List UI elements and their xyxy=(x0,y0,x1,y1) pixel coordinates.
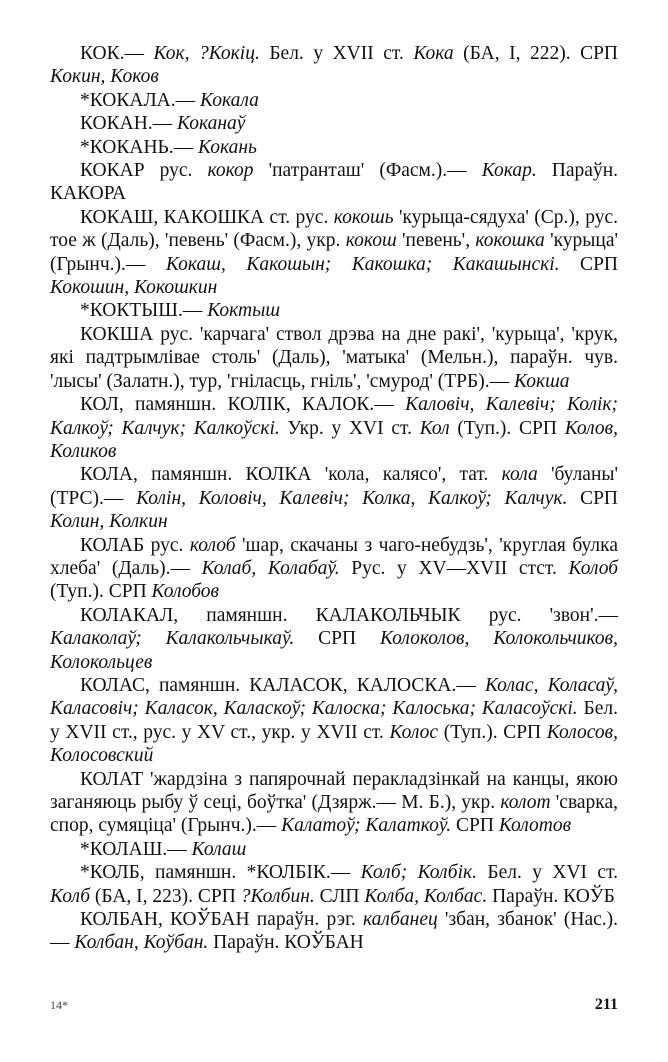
dictionary-entry xyxy=(50,323,618,393)
entry-text: КОЛБАН, КОЎБАН параўн. рэг. xyxy=(80,909,363,931)
entry-text: *КОЛБ, памяншн. *КОЛБІК.— xyxy=(80,862,361,884)
entry-italic-text: калбанец xyxy=(362,909,438,931)
entry-text: (БА, I, 223). СРП xyxy=(90,885,241,907)
entry-text: КОЛАКАЛ, памяншн. КАЛАКОЛЬЧЫК рус. 'звон'.— xyxy=(80,604,618,626)
entry-text: (БА, I, 222). СРП xyxy=(453,43,619,64)
entry-text: Рус. у XV—XVII стст. xyxy=(339,557,569,579)
dictionary-entry xyxy=(50,136,618,159)
entry-italic-text: Колосов, Колосовский xyxy=(50,721,619,767)
entry-italic-text: Колобов xyxy=(151,581,220,603)
dictionary-entry xyxy=(50,768,618,838)
entry-text: СЛП xyxy=(314,885,365,907)
entry-text: КОЛА, памяншн. КОЛКА 'кола, калясо', тат. xyxy=(80,464,502,486)
entry-text: 'курыца' (Грынч.).— xyxy=(50,230,618,275)
entry-italic-text: Колаб, Колабаў. xyxy=(201,557,340,579)
entry-text: 'патранташ' (Фасм.).— xyxy=(253,160,482,182)
entry-text: КОК.— xyxy=(80,43,154,64)
entry-italic-text: Колотов xyxy=(498,815,572,837)
entry-text: 'шар, скачаны з чаго-небудзь', 'круглая булка хлеба' (Даль).— xyxy=(50,534,618,579)
entry-text: СРП xyxy=(451,815,499,837)
dictionary-entry xyxy=(50,42,618,89)
dictionary-text-column xyxy=(50,42,618,955)
entry-italic-text: Колоколов, Колокольчиков, Колокольцев xyxy=(50,628,618,673)
entry-text: 'збан, збанок' (Нас.).— xyxy=(50,909,619,954)
entry-text: Бел. у XVII ст., рус. у XV ст., укр. у XVII ст. xyxy=(50,698,618,743)
entry-italic-text: Колов, Коликов xyxy=(50,417,619,462)
dictionary-entry xyxy=(50,463,618,533)
entry-italic-text: Кокань xyxy=(197,136,257,158)
dictionary-entry xyxy=(50,299,618,322)
dictionary-entry xyxy=(50,674,618,768)
entry-italic-text: колот xyxy=(500,792,551,813)
entry-text: Параўн. КОЎБ xyxy=(487,885,615,907)
entry-italic-text: Колин, Колкин xyxy=(50,511,168,533)
entry-text: Параўн. КАКОРА xyxy=(50,160,618,205)
printer-signature: 14* xyxy=(50,998,68,1012)
entry-text: КОЛАБ рус. xyxy=(80,534,190,556)
dictionary-entry xyxy=(50,112,618,135)
entry-italic-text: Колба, Колбас. xyxy=(364,885,488,907)
entry-text: КОКАР рус. xyxy=(80,160,208,182)
entry-text: КОКША рус. 'карчага' ствол дрэва на дне ракі', 'курыца', 'крук, які падтрымлівае столь' (Даль), 'матыка' (Мельн.), параўн. чув. 'лысы' (Залатн.), тур, 'гнілаcць, гніль', 'смурод' (ТРБ).— xyxy=(50,323,618,392)
entry-text: КОКАШ, КАКОШКА ст. рус. xyxy=(80,206,334,228)
entry-italic-text: Коканаў xyxy=(177,113,246,135)
entry-italic-text: Кокала xyxy=(200,89,259,111)
entry-italic-text: Колоб xyxy=(568,557,619,579)
entry-italic-text: Кокаш, Какошын; Какошка; Какашынскі. xyxy=(165,253,560,275)
entry-italic-text: Кокар. xyxy=(481,160,537,182)
entry-italic-text: кокошь xyxy=(333,206,394,228)
entry-italic-text: Калаколаў; Калакольчыкаў. xyxy=(50,628,295,650)
entry-italic-text: Кок, ?Кокіц. xyxy=(153,43,260,64)
entry-text: КОКАН.— xyxy=(80,113,178,135)
entry-text: 'буланы' (ТРС).— xyxy=(50,464,618,509)
entry-text: *КОКАНЬ.— xyxy=(80,136,198,158)
dictionary-entry xyxy=(50,534,618,604)
entry-italic-text: кокор xyxy=(207,160,254,182)
entry-italic-text: Кока xyxy=(413,43,454,64)
entry-text: 'сварка, спор, сумяціца' (Грынч.).— xyxy=(50,792,619,837)
entry-italic-text: Кокин, Коков xyxy=(50,66,159,88)
entry-text: КОЛАТ 'жардзіна з папярочнай перакладзінкай на канцы, якою заганяюць рыбу ў сеці, боўтка' (Дзярж.— М. Б.), укр. xyxy=(50,768,618,813)
page-number: 211 xyxy=(594,996,618,1013)
entry-text: (Туп.). СРП xyxy=(438,721,547,743)
entry-italic-text: Калатоў; Калаткоў. xyxy=(281,815,452,837)
entry-text: Бел. у XVI ст. xyxy=(477,862,618,884)
entry-text: КОЛ, памяншн. КОЛІК, КАЛОК.— xyxy=(80,394,406,416)
page-footer xyxy=(50,996,618,1020)
entry-italic-text: Колб; Колбік. xyxy=(360,862,478,884)
entry-text: *КОКТЫШ.— xyxy=(80,300,208,322)
entry-text: 'курыца-сядуха' (Ср.), рус. тое ж (Даль), 'певень' (Фасм.), укр. xyxy=(50,206,618,252)
dictionary-entry xyxy=(50,838,618,861)
entry-italic-text: ?Колбин. xyxy=(240,885,315,907)
entry-text: (Туп.). СРП xyxy=(449,417,565,439)
entry-italic-text: Кокошин, Кокошкин xyxy=(50,277,218,299)
entry-italic-text: кокош xyxy=(345,230,397,252)
entry-italic-text: Кол xyxy=(419,417,450,439)
entry-italic-text: колоб xyxy=(189,534,236,556)
entry-italic-text: Колос xyxy=(389,721,439,743)
entry-text: (Туп.). СРП xyxy=(50,581,152,603)
entry-text: КОЛАС, памяншн. КАЛАСОК, КАЛОСКА.— xyxy=(80,674,485,696)
entry-text: Укр. у XVI ст. xyxy=(279,417,420,439)
entry-italic-text: Кокша xyxy=(513,370,570,392)
entry-text: *КОКАЛА.— xyxy=(80,89,200,111)
entry-italic-text: Колаш xyxy=(191,838,247,860)
entry-italic-text: кола xyxy=(501,464,538,486)
dictionary-entry xyxy=(50,604,618,674)
dictionary-entry xyxy=(50,206,618,300)
entry-text: СРП xyxy=(294,628,380,650)
dictionary-entry xyxy=(50,89,618,112)
entry-italic-text: Колін, Коловіч, Калевіч; Колка, Калкоў; Калчук. xyxy=(136,487,568,509)
entry-italic-text: Колбан, Коўбан. xyxy=(74,932,209,954)
dictionary-entry xyxy=(50,393,618,463)
dictionary-entry xyxy=(50,159,618,206)
entry-text: Параўн. КОЎБАН xyxy=(208,932,364,954)
entry-text: 'певень', xyxy=(396,230,476,252)
entry-text: СРП xyxy=(567,487,618,509)
dictionary-entry xyxy=(50,908,618,955)
entry-text: СРП xyxy=(559,253,618,275)
entry-italic-text: Коктыш xyxy=(207,300,281,322)
dictionary-entry xyxy=(50,861,618,908)
entry-text: Бел. у XVII ст. xyxy=(259,43,414,64)
entry-italic-text: Колб xyxy=(50,885,91,907)
entry-italic-text: Каловіч, Калевіч; Колік; Калкоў; Калчук; Калкоўскі. xyxy=(50,394,619,439)
entry-italic-text: Колас, Коласаў, Каласовіч; Каласок, Каласкоў; Калоска; Калоська; Каласоўскі. xyxy=(50,674,618,720)
entry-italic-text: кокошка xyxy=(475,230,545,252)
entry-text: *КОЛАШ.— xyxy=(80,838,192,860)
